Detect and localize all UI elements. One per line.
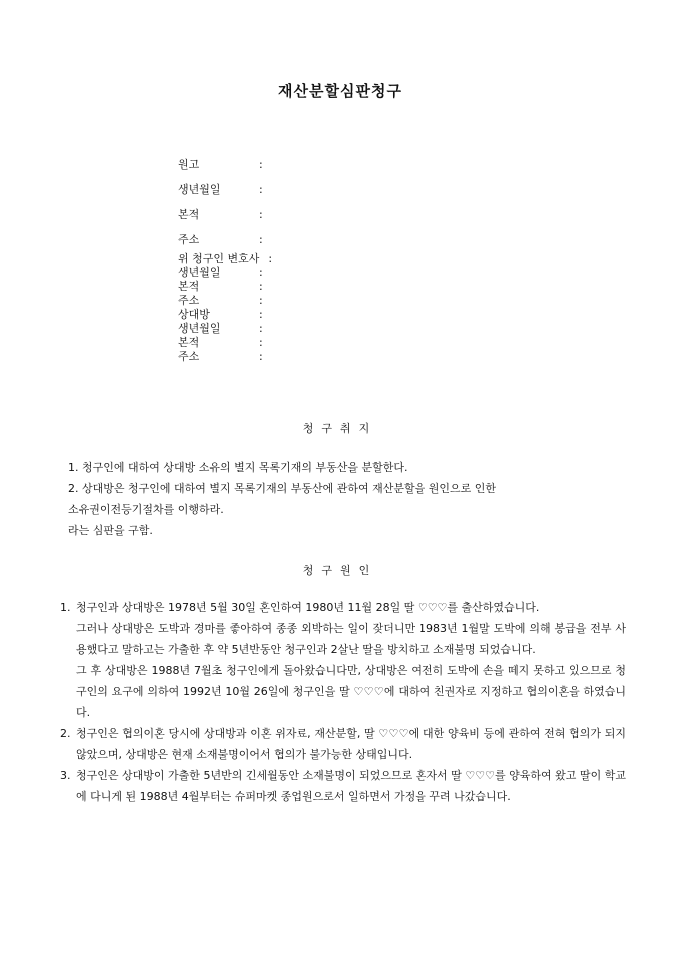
party-label: 본적: [178, 336, 200, 349]
cause-paragraph: 청구인은 상대방이 가출한 5년반의 긴세월동안 소재불명이 되었으므로 혼자서 딸 ♡♡♡를 양육하여 왔고 딸이 학교에 다니게 된 1988년 4월부터는 슈퍼마켓 종업원으로서 일하면서 가정을 꾸려 나갔습니다.: [76, 769, 626, 803]
party-attorney-birthdate: 생년월일 :: [178, 266, 263, 279]
party-label: 상대방: [178, 308, 210, 321]
cause-item: [60, 597, 626, 723]
party-label: 주소: [178, 294, 200, 307]
party-label: 생년월일: [178, 266, 221, 279]
party-respondent-domicile: 본적 :: [178, 336, 263, 349]
cause-item-number: 2.: [60, 727, 71, 740]
party-respondent: 상대방 :: [178, 308, 263, 321]
party-respondent-address: 주소 :: [178, 350, 263, 363]
purpose-line: 라는 심판을 구함.: [68, 524, 153, 537]
party-plaintiff: 원고 :: [178, 158, 263, 171]
purpose-heading: 청구취지: [302, 422, 378, 435]
cause-paragraph: 청구인은 협의이혼 당시에 상대방과 이혼 위자료, 재산분할, 딸 ♡♡♡에 대한 양육비 등에 관하여 전혀 협의가 되지 않았으며, 상대방은 현재 소재불명이어서 협의가 불가능한 상태입니다.: [76, 727, 626, 761]
party-label: 생년월일: [178, 183, 221, 196]
party-label: 생년월일: [178, 322, 221, 335]
purpose-line: 1. 청구인에 대하여 상대방 소유의 별지 목록기재의 부동산을 분할한다.: [68, 461, 408, 474]
party-address: 주소 :: [178, 233, 263, 246]
party-label: 원고: [178, 158, 200, 171]
party-attorney: 위 청구인 변호사 :: [178, 252, 273, 265]
party-domicile: 본적 :: [178, 208, 263, 221]
cause-paragraph: 청구인과 상대방은 1978년 5월 30일 혼인하여 1980년 11월 28일 딸 ♡♡♡를 출산하였습니다.: [76, 601, 540, 614]
party-label: 주소: [178, 233, 200, 246]
party-label: 본적: [178, 280, 200, 293]
purpose-block: [68, 457, 628, 541]
party-label: 위 청구인 변호사: [178, 252, 260, 265]
cause-paragraph: 그 후 상대방은 1988년 7월초 청구인에게 돌아왔습니다만, 상대방은 여전히 도박에 손을 떼지 못하고 있으므로 청구인의 요구에 의하여 1992년 10월 26일에 청구인을 딸 ♡♡♡에 대하여 친권자로 지정하고 협의이혼을 하였습니다.: [76, 664, 626, 719]
purpose-line: 2. 상대방은 청구인에 대하여 별지 목록기재의 부동산에 관하여 재산분할을 원인으로 인한: [68, 482, 496, 495]
party-respondent-birthdate: 생년월일 :: [178, 322, 263, 335]
cause-item: [60, 723, 626, 765]
party-attorney-address: 주소 :: [178, 294, 263, 307]
cause-item-number: 1.: [60, 601, 71, 614]
cause-item: [60, 765, 626, 807]
party-attorney-domicile: 본적 :: [178, 280, 263, 293]
purpose-line: 소유권이전등기절차를 이행하라.: [68, 503, 224, 516]
cause-block: [60, 597, 626, 807]
party-label: 본적: [178, 208, 200, 221]
parties-block: [178, 158, 272, 364]
document-title: 재산분할심판청구: [278, 82, 402, 100]
cause-paragraph: 그러나 상대방은 도박과 경마를 좋아하여 종종 외박하는 일이 잦더니만 1983년 1월말 도박에 의해 봉급을 전부 사용했다고 말하고는 가출한 후 약 5년반동안 청구인과 2살난 딸을 방치하고 소재불명 되었습니다.: [76, 622, 626, 656]
cause-heading: 청구원인: [302, 564, 378, 577]
party-birthdate: 생년월일 :: [178, 183, 263, 196]
cause-item-number: 3.: [60, 769, 71, 782]
party-label: 주소: [178, 350, 200, 363]
